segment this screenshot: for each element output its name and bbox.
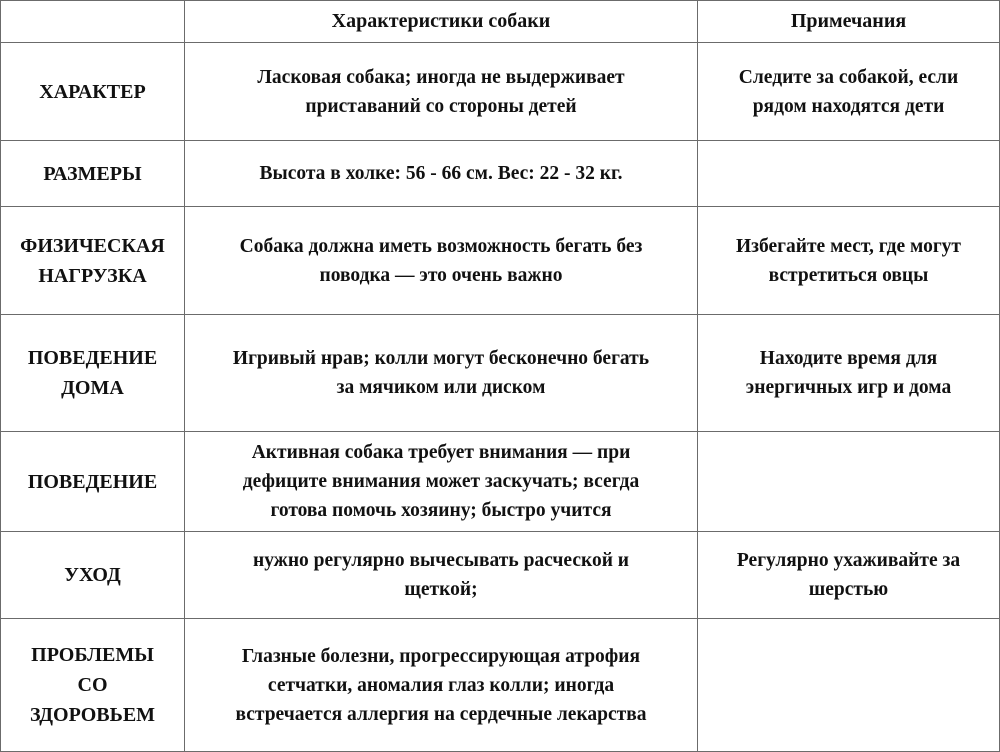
row-label bbox=[1, 532, 185, 619]
row-note bbox=[698, 141, 1000, 207]
row-note-line: встретиться овцы bbox=[768, 264, 929, 286]
row-characteristic bbox=[185, 43, 698, 141]
row-label bbox=[1, 619, 185, 752]
row-label-line: СО bbox=[77, 674, 108, 696]
row-note bbox=[698, 315, 1000, 432]
row-label-line: ДОМА bbox=[61, 377, 124, 399]
row-characteristic-line: Игривый нрав; колли могут бесконечно бегать bbox=[232, 348, 650, 369]
row-label-line: ПОВЕДЕНИЕ bbox=[27, 470, 158, 493]
table-row-sizes bbox=[1, 141, 1000, 207]
row-characteristic-line: нужно регулярно вычесывать расческой и bbox=[252, 550, 630, 571]
row-note-line: энергичных игр и дома bbox=[745, 377, 952, 398]
row-label-line: ФИЗИЧЕСКАЯ bbox=[20, 234, 165, 257]
row-note bbox=[698, 619, 1000, 752]
header-characteristics: Характеристики собаки bbox=[185, 1, 698, 43]
row-characteristic-line: готова помочь хозяину; быстро учится bbox=[270, 500, 612, 521]
row-note-line: рядом находятся дети bbox=[752, 95, 945, 117]
row-characteristic-line: поводка — это очень важно bbox=[319, 264, 563, 286]
row-characteristic-line: дефиците внимания может заскучать; всегда bbox=[242, 471, 640, 492]
row-note bbox=[698, 207, 1000, 315]
row-label-line: РАЗМЕРЫ bbox=[43, 162, 142, 185]
row-characteristic bbox=[185, 315, 698, 432]
row-label bbox=[1, 43, 185, 141]
header-blank bbox=[1, 1, 185, 43]
row-label-line: ПРОБЛЕМЫ bbox=[31, 644, 154, 666]
row-characteristic bbox=[185, 619, 698, 752]
table-body bbox=[1, 43, 1000, 752]
row-characteristic bbox=[185, 207, 698, 315]
row-characteristic-line: Активная собака требует внимания — при bbox=[251, 442, 631, 463]
row-characteristic bbox=[185, 432, 698, 532]
row-note-line: Избегайте мест, где могут bbox=[735, 235, 962, 257]
row-label-line: ПОВЕДЕНИЕ bbox=[27, 347, 158, 369]
row-note-line: Следите за собакой, если bbox=[738, 66, 959, 88]
table-row-physical-load bbox=[1, 207, 1000, 315]
table-row-home-behavior bbox=[1, 315, 1000, 432]
row-characteristic bbox=[185, 141, 698, 207]
table-row-health-problems bbox=[1, 619, 1000, 752]
row-characteristic-line: Глазные болезни, прогрессирующая атрофия bbox=[241, 645, 641, 667]
row-characteristic-line: за мячиком или диском bbox=[336, 377, 546, 398]
row-label-line: ХАРАКТЕР bbox=[39, 80, 146, 103]
row-characteristic bbox=[185, 532, 698, 619]
row-note-line: Находите время для bbox=[759, 348, 938, 369]
row-label bbox=[1, 141, 185, 207]
row-characteristic-line: Ласковая собака; иногда не выдерживает bbox=[257, 66, 625, 88]
row-label-line: ЗДОРОВЬЕМ bbox=[29, 704, 156, 726]
row-note bbox=[698, 532, 1000, 619]
row-label bbox=[1, 207, 185, 315]
row-characteristic-line: встречается аллергия на сердечные лекарства bbox=[235, 703, 647, 725]
row-label bbox=[1, 315, 185, 432]
table-row-care bbox=[1, 532, 1000, 619]
row-note bbox=[698, 432, 1000, 532]
row-note-line: Регулярно ухаживайте за bbox=[736, 550, 961, 571]
row-note-line: шерстью bbox=[808, 579, 889, 600]
row-label-line: НАГРУЗКА bbox=[38, 264, 147, 287]
row-characteristic-line: Высота в холке: 56 - 66 см. Вес: 22 - 32 кг. bbox=[259, 163, 623, 184]
row-characteristic-line: щеткой; bbox=[404, 579, 478, 600]
row-characteristic-line: сетчатки, аномалия глаз колли; иногда bbox=[267, 674, 615, 696]
row-label-line: УХОД bbox=[64, 564, 121, 586]
table-row-behavior bbox=[1, 432, 1000, 532]
row-characteristic-line: приставаний со стороны детей bbox=[305, 95, 577, 117]
header-notes: Примечания bbox=[698, 1, 1000, 43]
header-row bbox=[1, 1, 1000, 43]
row-label bbox=[1, 432, 185, 532]
row-note bbox=[698, 43, 1000, 141]
table-row-character bbox=[1, 43, 1000, 141]
row-characteristic-line: Собака должна иметь возможность бегать без bbox=[239, 235, 643, 257]
